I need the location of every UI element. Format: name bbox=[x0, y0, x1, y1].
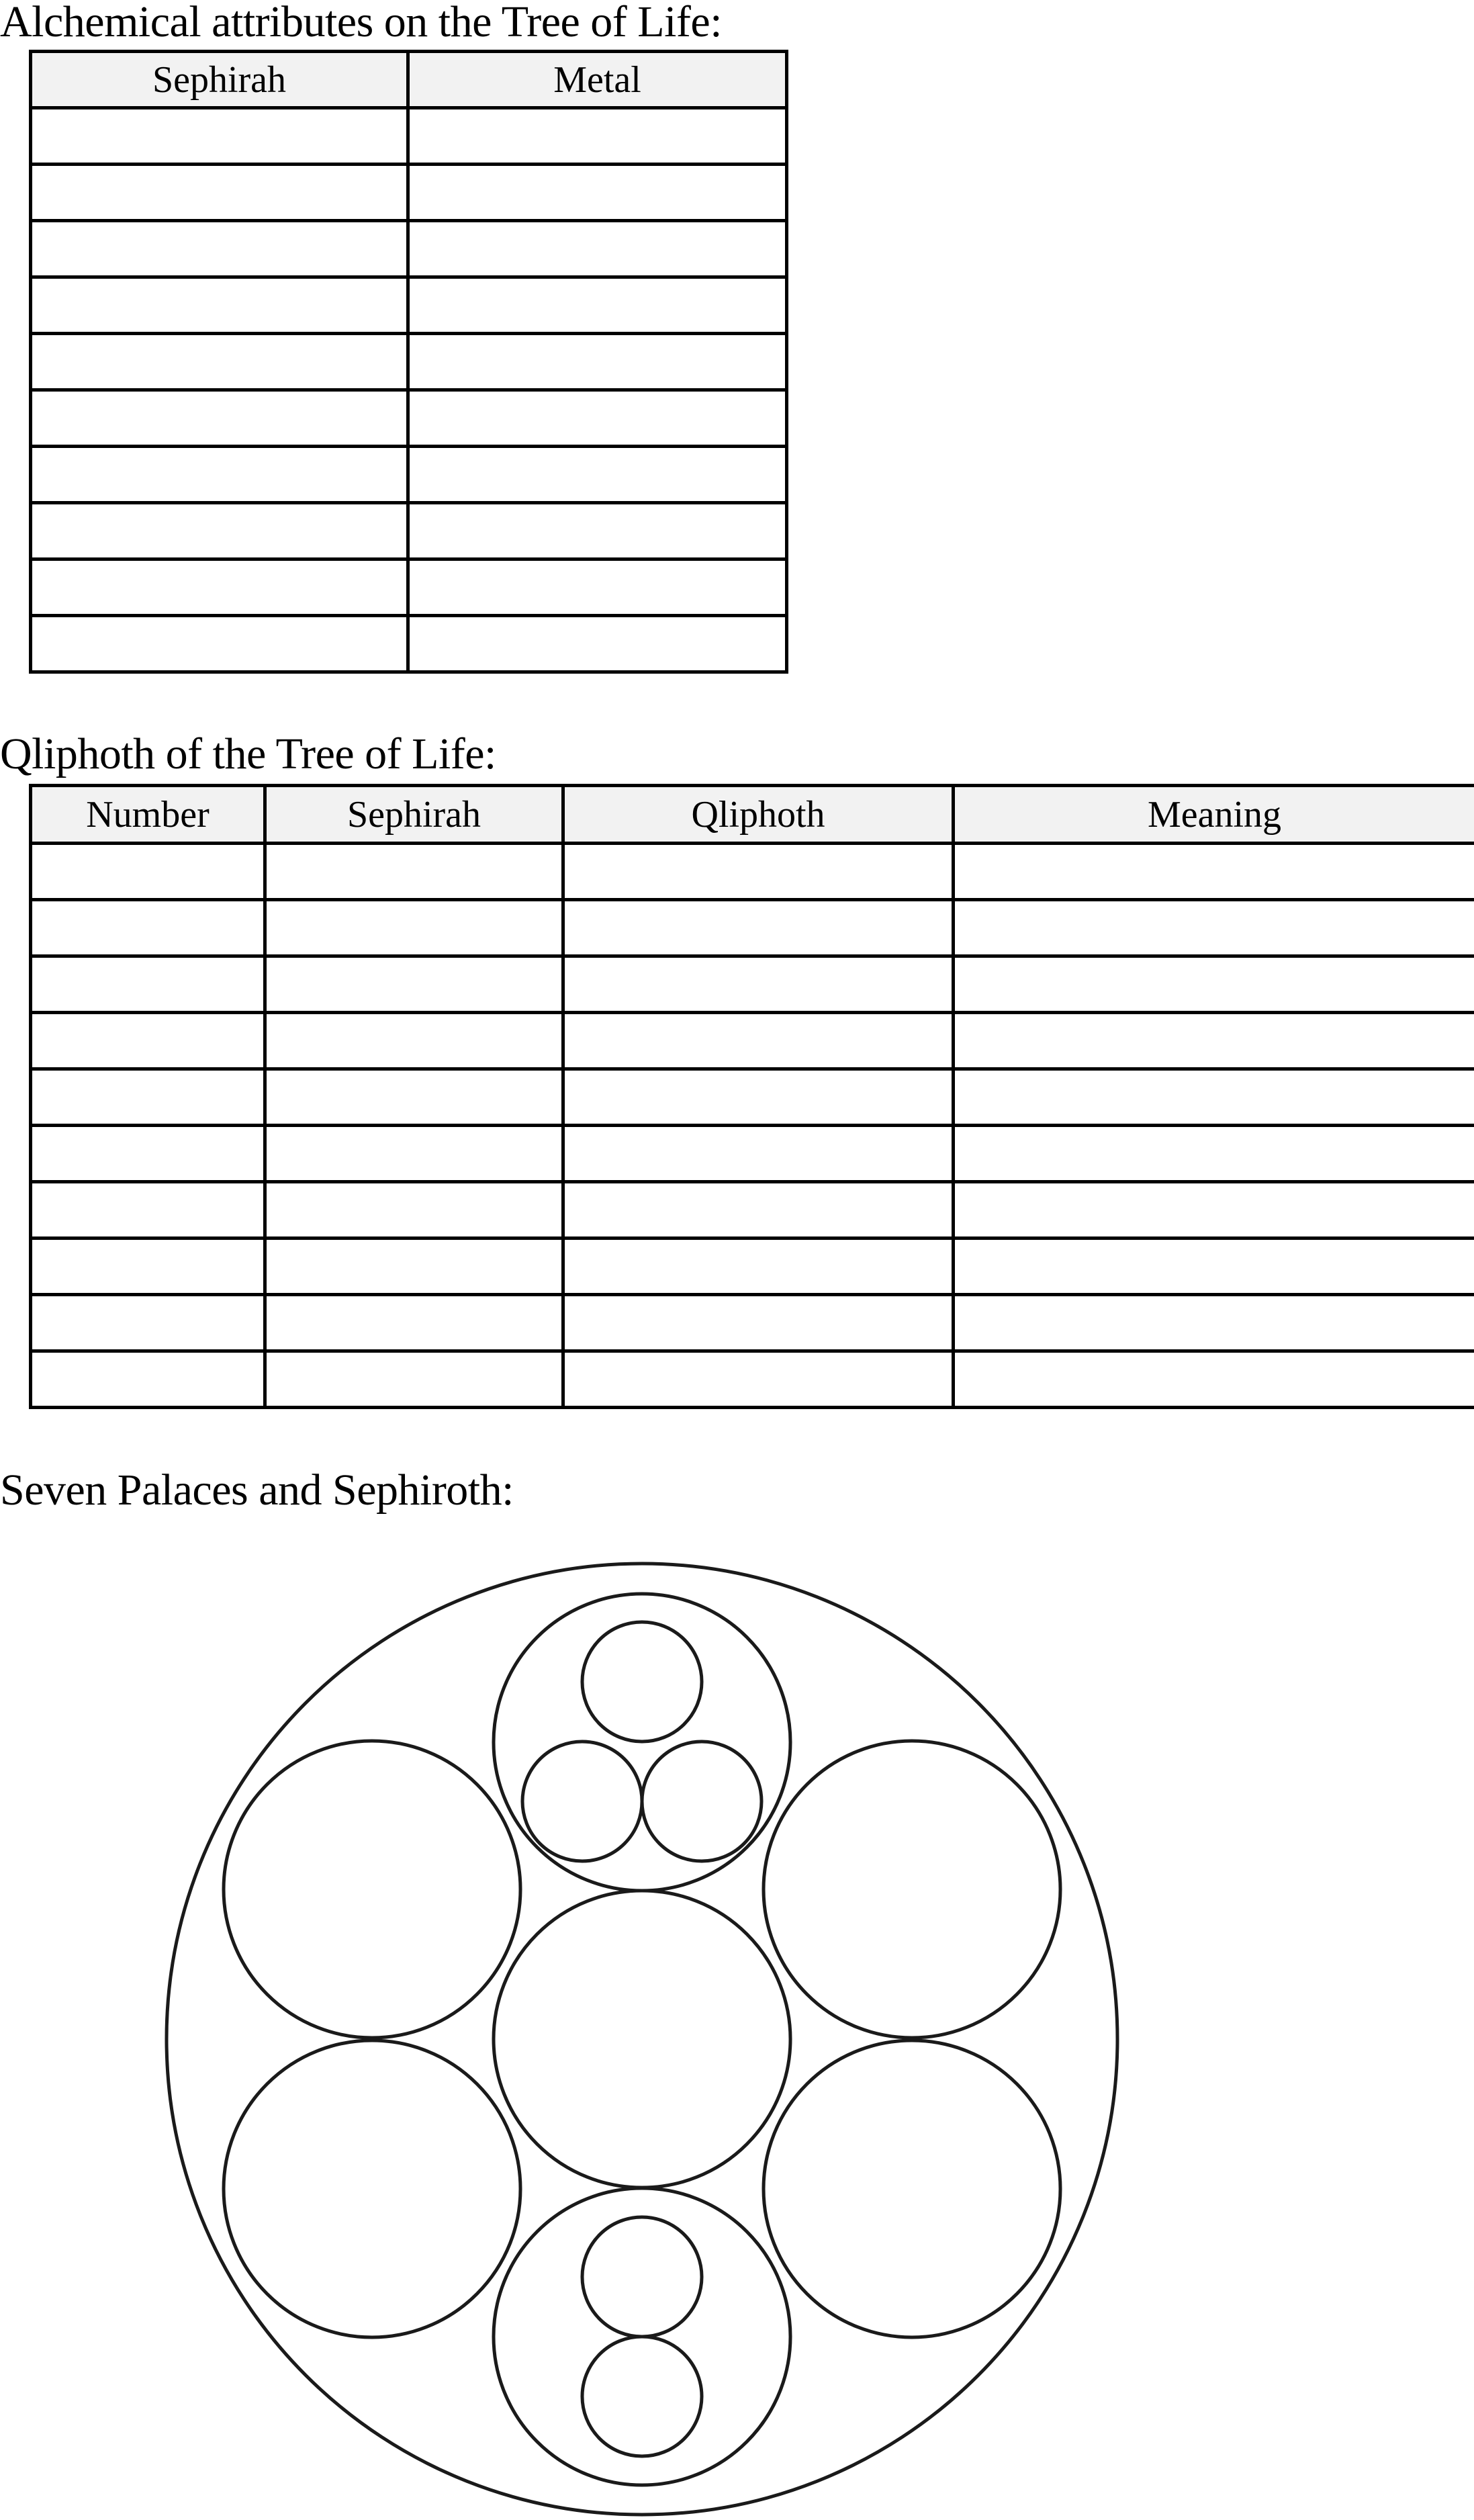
qliphoth-title: Qliphoth of the Tree of Life: bbox=[0, 729, 496, 778]
upper-right-palace-circle bbox=[764, 1741, 1060, 2038]
sephirah-circle bbox=[582, 1622, 702, 1742]
lower-right-palace-circle bbox=[764, 2040, 1060, 2337]
column-header-sephirah: Sephirah bbox=[265, 786, 563, 844]
sephirah-circle bbox=[522, 1742, 642, 1861]
column-header-qliphoth: Qliphoth bbox=[563, 786, 954, 844]
column-header-metal: Metal bbox=[408, 52, 787, 108]
seven-palaces-title: Seven Palaces and Sephiroth: bbox=[0, 1466, 514, 1515]
lower-left-palace-circle bbox=[224, 2040, 520, 2337]
column-header-meaning: Meaning bbox=[954, 786, 1474, 844]
upper-left-palace-circle bbox=[224, 1741, 520, 2038]
alchemical-attributes-title: Alchemical attributes on the Tree of Life: bbox=[0, 0, 723, 46]
column-header-number: Number bbox=[31, 786, 265, 844]
column-header-sephirah: Sephirah bbox=[31, 52, 408, 108]
sephirah-circle bbox=[642, 1742, 762, 1861]
sephirah-circle bbox=[582, 2337, 702, 2456]
sephirah-circle bbox=[582, 2217, 702, 2337]
outer-circle bbox=[167, 1564, 1117, 2515]
center-palace-circle bbox=[494, 1891, 790, 2188]
